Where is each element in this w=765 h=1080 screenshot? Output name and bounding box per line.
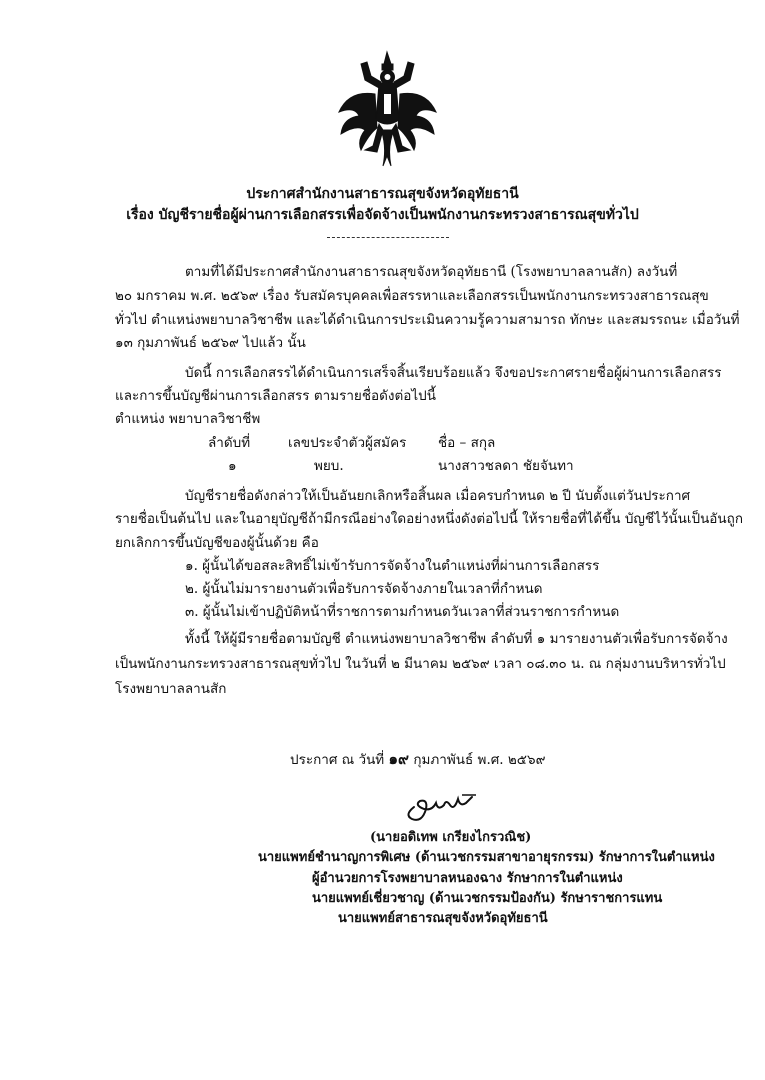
signatory-title-line: นายแพทย์สาธารณสุขจังหวัดอุทัยธานี	[338, 911, 548, 926]
paragraph-4-line: ทั้งนี้ ให้ผู้มีรายชื่อตามบัญชี ตำแหน่งพยาบาลวิชาชีพ ลำดับที่ ๑ มารายงานตัวเพื่อรับการจัดจ้าง	[185, 631, 728, 647]
paragraph-3-line: รายชื่อเป็นต้นไป และในอายุบัญชีถ้ามีกรณีอย่างใดอย่างหนึ่งดังต่อไปนี้ ให้รายชื่อที่ได้ขึ้น บัญชีไว้นั้นเป็นอันถูก	[115, 511, 743, 527]
announce-date-prefix: ประกาศ ณ วันที่	[290, 752, 385, 768]
condition-item: ๑. ผู้นั้นได้ขอสละสิทธิ์ไม่เข้ารับการจัดจ้างในตำแหน่งที่ผ่านการเลือกสรร	[185, 558, 600, 574]
signatory-title-line: นายแพทย์ชำนาญการพิเศษ (ด้านเวชกรรมสาขาอายุรกรรม) รักษาการในตำแหน่ง	[258, 850, 715, 865]
paragraph-3-line: ยกเลิกการขึ้นบัญชีของผู้นั้นด้วย คือ	[115, 535, 319, 551]
table-cell-applicant-id: พยบ.	[314, 458, 344, 474]
paragraph-1-line: ตามที่ได้มีประกาศสำนักงานสาธารณสุขจังหวัดอุทัยธานี (โรงพยาบาลลานสัก) ลงวันที่	[185, 264, 678, 280]
paragraph-3-line: บัญชีรายชื่อดังกล่าวให้เป็นอันยกเลิกหรือสิ้นผล เมื่อครบกำหนด ๒ ปี นับตั้งแต่วันประกาศ	[185, 488, 691, 504]
signatory-title-line: ผู้อำนวยการโรงพยาบาลหนองฉาง รักษาการในตำแหน่ง	[312, 871, 623, 886]
table-header-order: ลำดับที่	[208, 435, 251, 451]
paragraph-2-line: บัดนี้ การเลือกสรรได้ดำเนินการเสร็จสิ้นเรียบร้อยแล้ว จึงขอประกาศรายชื่อผู้ผ่านการเลือกสรร	[185, 365, 722, 381]
paragraph-4-line: เป็นพนักงานกระทรวงสาธารณสุขทั่วไป ในวันที่ ๒ มีนาคม ๒๕๖๙ เวลา ๐๘.๓๐ น. ณ กลุ่มงานบริหารทั่วไป	[115, 656, 726, 672]
announce-date	[290, 747, 545, 771]
table-header-name: ชื่อ – สกุล	[438, 435, 496, 451]
title-divider	[327, 237, 449, 238]
garuda-emblem-icon	[335, 50, 440, 170]
condition-item: ๒. ผู้นั้นไม่มารายงานตัวเพื่อรับการจัดจ้างภายในเวลาที่กำหนด	[185, 581, 543, 597]
paragraph-1-line: ทั่วไป ตำแหน่งพยาบาลวิชาชีพ และได้ดำเนินการประเมินความรู้ความสามารถ ทักษะ และสมรรถนะ เมื่อวันที่	[115, 312, 740, 328]
paragraph-1-line: ๒๐ มกราคม พ.ศ. ๒๕๖๙ เรื่อง รับสมัครบุคคลเพื่อสรรหาและเลือกสรรเป็นพนักงานกระทรวงสาธารณสุข	[115, 288, 709, 304]
signatory-title-line: นายแพทย์เชี่ยวชาญ (ด้านเวชกรรมป้องกัน) รักษาราชการแทน	[312, 891, 663, 906]
handwritten-signature	[400, 785, 490, 825]
announce-date-day: ๑๙	[388, 750, 410, 768]
announcement-title: ประกาศสำนักงานสาธารณสุขจังหวัดอุทัยธานี	[246, 186, 519, 202]
paragraph-1-line: ๑๓ กุมภาพันธ์ ๒๕๖๙ ไปแล้ว นั้น	[115, 335, 306, 351]
announce-date-suffix: กุมภาพันธ์ พ.ศ. ๒๕๖๙	[413, 752, 546, 768]
table-header-applicant-id: เลขประจำตัวผู้สมัคร	[288, 435, 407, 451]
announcement-subject: เรื่อง บัญชีรายชื่อผู้ผ่านการเลือกสรรเพื่อจัดจ้างเป็นพนักงานกระทรวงสาธารณสุขทั่วไป	[126, 207, 639, 223]
table-cell-order: ๑	[228, 458, 237, 474]
paragraph-2-line: และการขึ้นบัญชีผ่านการเลือกสรร ตามรายชื่อดังต่อไปนี้	[115, 388, 436, 404]
table-cell-name: นางสาวชลดา ชัยจันทา	[438, 458, 574, 474]
condition-item: ๓. ผู้นั้นไม่เข้าปฏิบัติหน้าที่ราชการตามกำหนดวันเวลาที่ส่วนราชการกำหนด	[185, 604, 620, 620]
paragraph-4-line: โรงพยาบาลลานสัก	[115, 681, 227, 697]
signatory-name: (นายอดิเทพ เกรียงไกรวณิช)	[370, 830, 532, 845]
position-label: ตำแหน่ง พยาบาลวิชาชีพ	[115, 411, 261, 427]
